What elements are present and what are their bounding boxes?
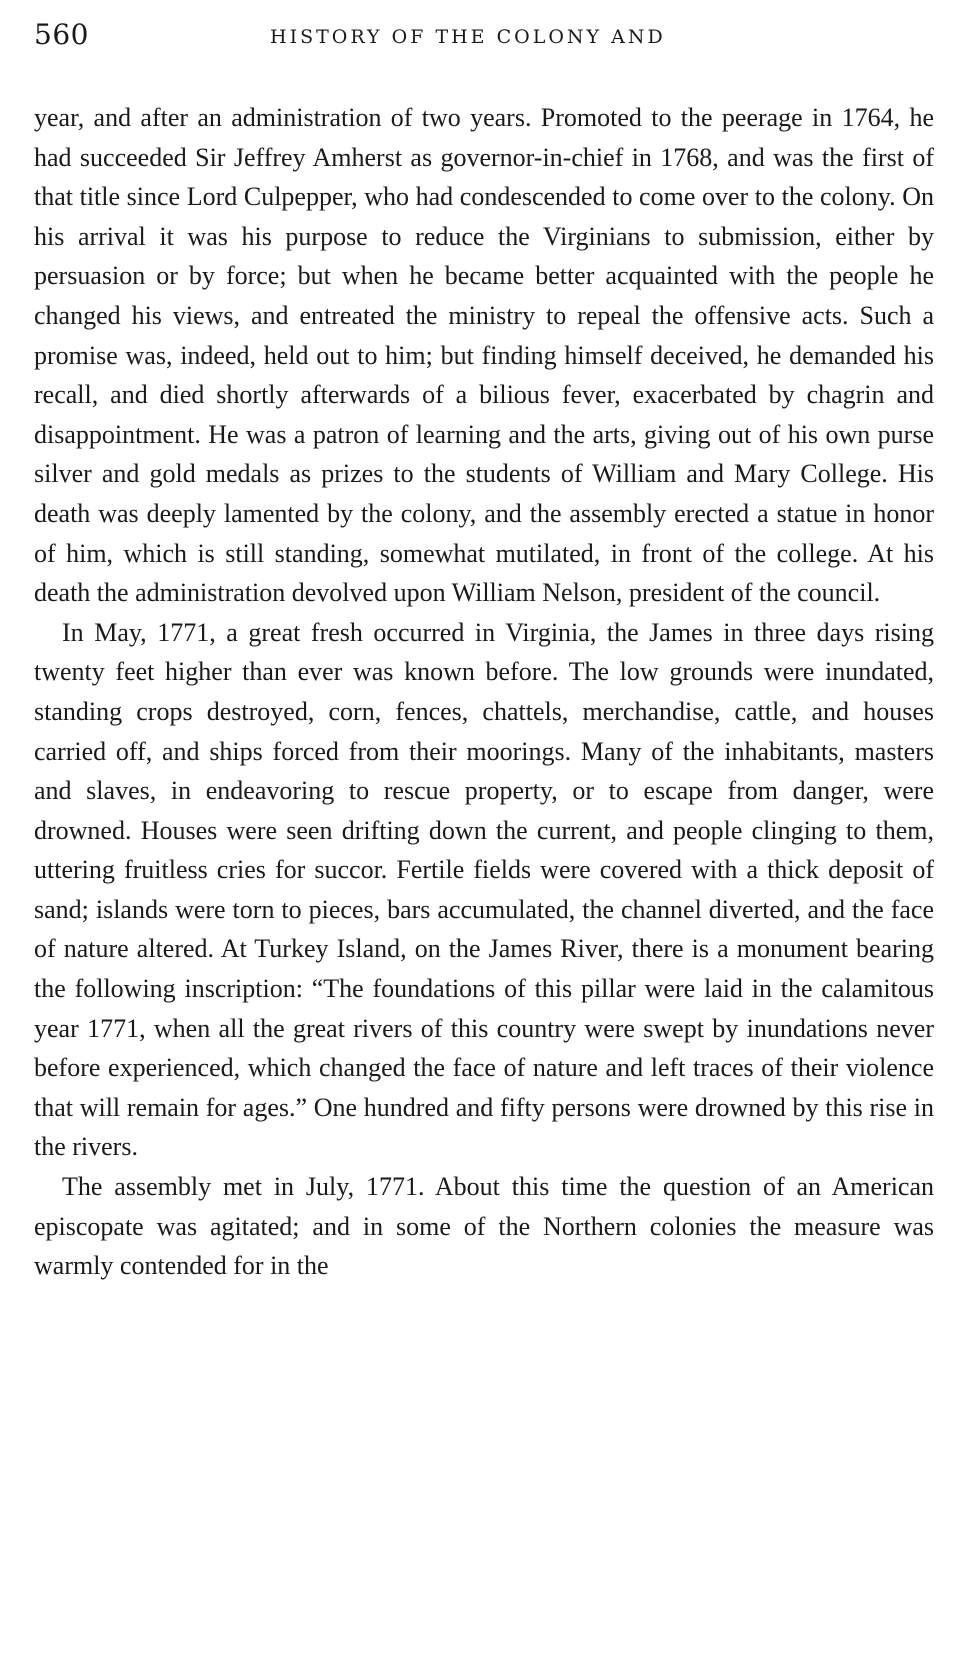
paragraph-assembly-1771: The assembly met in July, 1771. About this time the question of an American episcopate was agitated; and in some of the Northern colonies the measure was warmly contended for in the xyxy=(34,1172,934,1281)
paragraph-continued: year, and after an administration of two years. Promoted to the peerage in 1764, he had succeeded Sir Jeffrey Amherst as governor-in-chief in 1768, and was the first of that title since Lord Culpepper, who had condescended to come over to the colony. On his arrival it was his purpose to reduce the Virginians to submission, either by persuasion or by force; but when he became better acquainted with the people he changed his views, and entreated the ministry to repeal the offensive acts. Such a promise was, indeed, held out to him; but finding himself deceived, he demanded his recall, and died shortly afterwards of a bilious fever, exacerbated by chagrin and disappointment. He was a patron of learning and the arts, giving out of his own purse silver and gold medals as prizes to the students of William and Mary College. His death was deeply lamented by the colony, and the assembly erected a statue in honor of him, which is still standing, somewhat mutilated, in front of the college. At his death the administration devolved upon William Nelson, president of the council. xyxy=(34,103,934,608)
body-text xyxy=(34,98,934,1286)
book-page xyxy=(34,18,934,1286)
paragraph-flood-1771: In May, 1771, a great fresh occurred in Virginia, the James in three days rising twenty feet higher than ever was known before. The low grounds were inundated, standing crops destroyed, corn, fences, chattels, merchandise, cattle, and houses carried off, and ships forced from their moorings. Many of the inhabitants, masters and slaves, in endeavoring to rescue property, or to escape from danger, were drowned. Houses were seen drifting down the current, and people clinging to them, uttering fruitless cries for succor. Fertile fields were covered with a thick deposit of sand; islands were torn to pieces, bars accumulated, the channel diverted, and the face of nature altered. At Turkey Island, on the James River, there is a monument bearing the following inscription: “The foundations of this pillar were laid in the calamitous year 1771, when all the great rivers of this country were swept by inundations never before experienced, which changed the face of nature and left traces of their violence that will remain for ages.” One hundred and fifty persons were drowned by this rise in the rivers. xyxy=(34,617,934,1162)
running-title: HISTORY OF THE COLONY AND xyxy=(270,26,666,48)
page-number: 560 xyxy=(34,18,89,51)
running-head xyxy=(34,18,934,58)
